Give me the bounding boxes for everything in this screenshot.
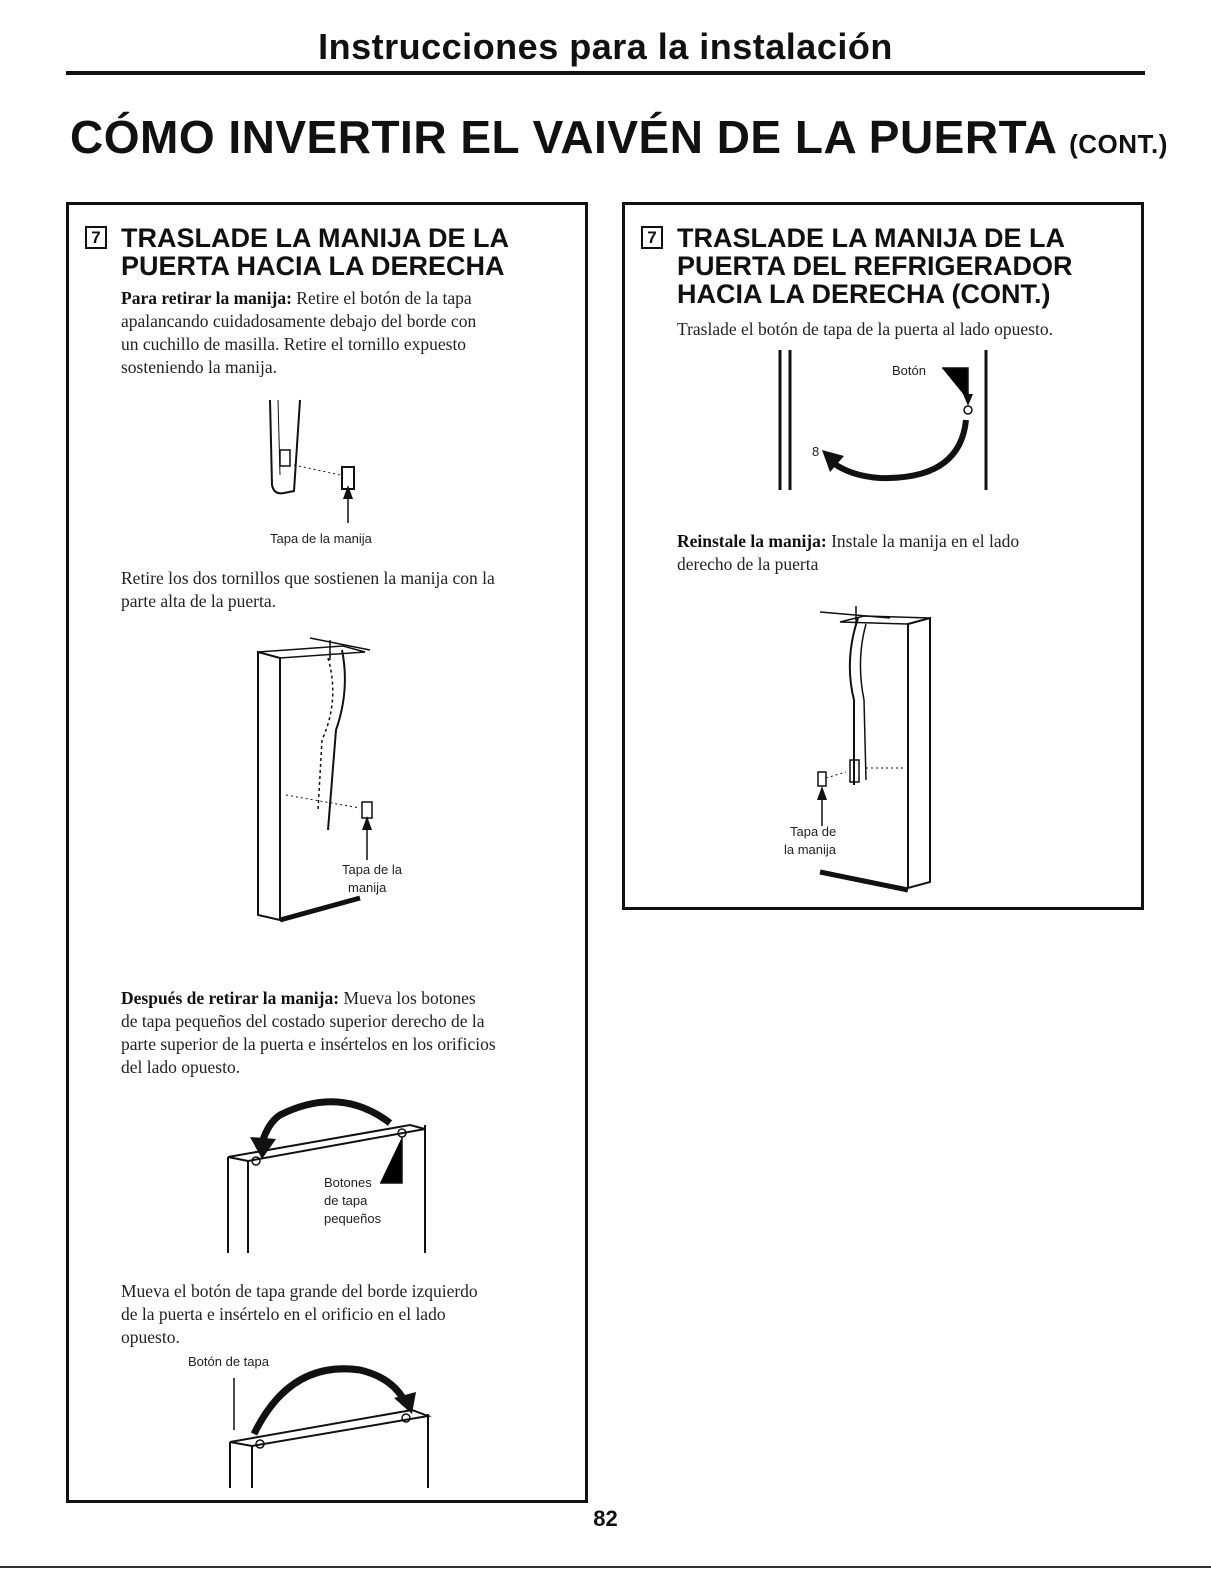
- fig1-label: Tapa de la manija: [270, 531, 372, 546]
- fig3-label-2: de tapa: [324, 1193, 368, 1208]
- left-p4-line3: opuesto.: [121, 1327, 180, 1347]
- left-step-line1: TRASLADE LA MANIJA DE LA: [121, 223, 509, 253]
- left-p1-line1: Retire el botón de la tapa: [296, 288, 472, 308]
- large-cap-button-illustration: [180, 1350, 440, 1490]
- fig3-label-3: pequeños: [324, 1211, 382, 1226]
- left-step-line2: PUERTA HACIA LA DERECHA: [121, 251, 505, 281]
- right-paragraph-1: [677, 318, 1053, 341]
- left-p3-bold: Después de retirar la manija:: [121, 988, 340, 1008]
- right-step-line2: PUERTA DEL REFRIGERADOR: [677, 251, 1073, 281]
- left-p4-line2: de la puerta e insértelo en el orificio en el lado: [121, 1304, 446, 1324]
- door-handle-illustration: [250, 630, 430, 930]
- small-cap-buttons-illustration: [220, 1095, 440, 1260]
- section-title: [70, 110, 1168, 164]
- left-p1-bold: Para retirar la manija:: [121, 288, 292, 308]
- door-cap-move-illustration: [770, 350, 1000, 495]
- right-step-heading: [677, 224, 1073, 308]
- reinstall-handle-illustration: [780, 600, 950, 900]
- left-p2-line2: parte alta de la puerta.: [121, 591, 276, 611]
- left-p3-line4: del lado opuesto.: [121, 1057, 241, 1077]
- right-fig1-label: Botón: [892, 363, 926, 378]
- section-title-suffix: (CONT.): [1069, 129, 1168, 159]
- left-step-heading: [121, 224, 509, 280]
- fig2-label-1: Tapa de la: [342, 862, 402, 877]
- left-paragraph-4: [121, 1280, 478, 1349]
- left-p1-line3: un cuchillo de masilla. Retire el tornillo expuesto: [121, 334, 467, 354]
- right-p2-line2: derecho de la puerta: [677, 554, 819, 574]
- fig3-label-1: Botones: [324, 1175, 372, 1190]
- right-p2-line1: Instale la manija en el lado: [831, 531, 1020, 551]
- fig4-label: Botón de tapa: [188, 1354, 269, 1369]
- left-paragraph-2: [121, 567, 495, 613]
- right-p1-line1: Traslade el botón de tapa de la puerta al lado opuesto.: [677, 319, 1053, 339]
- header-title: Instrucciones para la instalación: [318, 26, 893, 67]
- left-p1-line4: sosteniendo la manija.: [121, 357, 278, 377]
- left-p4-line1: Mueva el botón de tapa grande del borde izquierdo: [121, 1281, 478, 1301]
- svg-text:8: 8: [812, 444, 820, 459]
- right-step-line3: HACIA LA DERECHA (CONT.): [677, 279, 1051, 309]
- right-step-number: 7: [641, 226, 663, 249]
- left-p3-line3: parte superior de la puerta e insértelos en los orificios: [121, 1034, 496, 1054]
- left-p3-line2: de tapa pequeños del costado superior derecho de la: [121, 1011, 485, 1031]
- header-rule: [66, 71, 1145, 75]
- handle-cap-illustration: [250, 395, 410, 555]
- left-paragraph-1: [121, 287, 476, 379]
- left-step-number: 7: [85, 226, 107, 249]
- left-paragraph-3: [121, 987, 496, 1079]
- left-p3-line1: Mueva los botones: [343, 988, 476, 1008]
- bottom-rule: [0, 1566, 1211, 1568]
- fig2-label-2: manija: [348, 880, 387, 895]
- left-p2-line1: Retire los dos tornillos que sostienen la manija con la: [121, 568, 495, 588]
- left-p1-line2: apalancando cuidadosamente debajo del borde con: [121, 311, 477, 331]
- right-fig2-label-1: Tapa de: [790, 824, 837, 839]
- section-title-text: CÓMO INVERTIR EL VAIVÉN DE LA PUERTA: [70, 111, 1056, 163]
- page-number: 82: [593, 1506, 618, 1531]
- right-fig2-label-2: la manija: [784, 842, 837, 857]
- right-paragraph-2: [677, 530, 1019, 576]
- right-p2-bold: Reinstale la manija:: [677, 531, 827, 551]
- right-step-line1: TRASLADE LA MANIJA DE LA: [677, 223, 1065, 253]
